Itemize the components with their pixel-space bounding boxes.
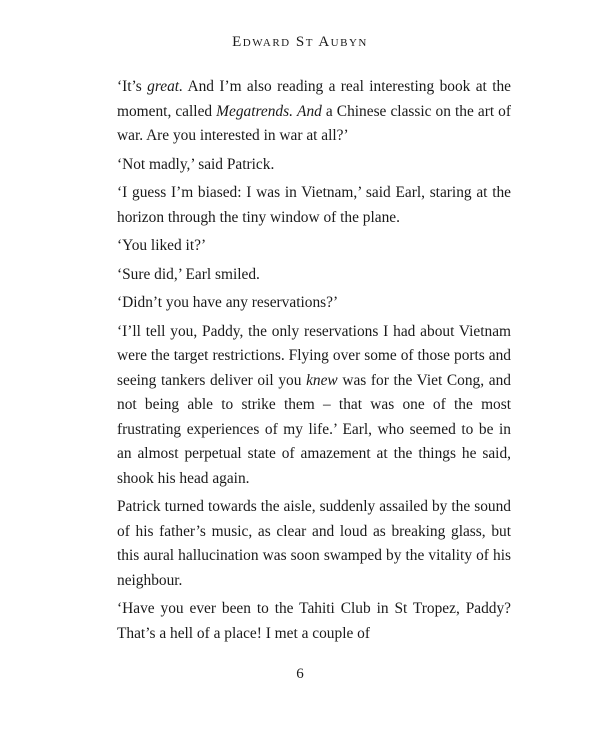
paragraph xyxy=(117,291,511,316)
text-run: ‘I’ll tell you, Paddy, the only reservations I had about Vietnam were the target restrictions. Flying over some of those ports and seeing tankers deliver oil you xyxy=(117,322,511,389)
paragraph xyxy=(117,263,511,288)
text-run: Patrick turned towards the aisle, suddenly assailed by the sound of his father’s music, as clear and loud as breaking glass, but this aural hallucination was soon swamped by the vitality of his neighbour. xyxy=(117,498,511,589)
text-run: ‘It’s xyxy=(117,78,148,95)
italic-text: great. xyxy=(147,78,183,95)
paragraph xyxy=(117,597,511,646)
paragraph xyxy=(117,320,511,492)
paragraph xyxy=(117,495,511,593)
text-run: ‘I guess I’m biased: I was in Vietnam,’ said Earl, staring at the horizon through the tiny window of the plane. xyxy=(117,184,511,226)
paragraph xyxy=(117,75,511,149)
text-run: ‘Have you ever been to the Tahiti Club in St Tropez, Paddy? That’s a hell of a place! I met a couple of xyxy=(117,600,511,642)
text-run: ‘You liked it?’ xyxy=(117,237,207,254)
page-number: 6 xyxy=(296,666,304,682)
italic-text: And xyxy=(297,102,322,120)
body-text xyxy=(117,75,511,646)
italic-text: Megatrends. xyxy=(216,102,293,120)
italic-text: knew xyxy=(306,371,338,389)
text-run: was for the Viet Cong, and not being able to strike them – that was one of the most frustrating experiences of my life.’ Earl, who seemed to be in an almost perpetual state of amazement at the things he said, shook his head again. xyxy=(117,371,511,487)
text-run: ‘Didn’t you have any reservations?’ xyxy=(117,294,339,311)
text-run: And I’m also reading a real interesting book at the moment, called xyxy=(117,78,511,120)
paragraph xyxy=(117,153,511,178)
running-head: Edward St Aubyn xyxy=(232,34,368,50)
text-run: ‘Sure did,’ Earl smiled. xyxy=(117,265,260,283)
text-run: ‘Not madly,’ said Patrick. xyxy=(117,155,275,173)
paragraph xyxy=(117,181,511,230)
paragraph xyxy=(117,234,511,259)
text-run: a Chinese classic on the art of war. Are you interested in war at all?’ xyxy=(117,102,511,144)
